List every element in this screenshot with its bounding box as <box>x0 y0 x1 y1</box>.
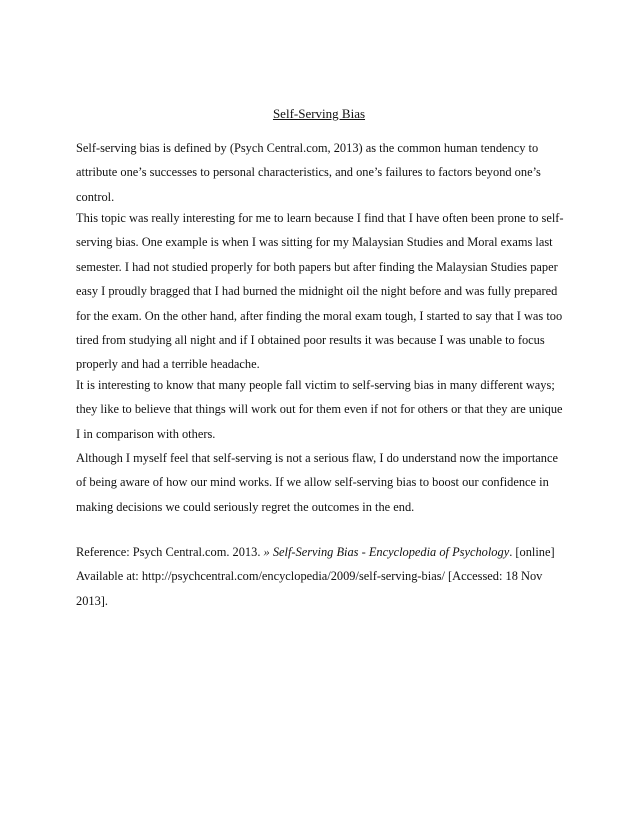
paragraph-conclusion: Although I myself feel that self-serving is not a serious flaw, I do understand now the importance of being aware of how our mind works. If we allow self-serving bias to boost our confidence in making decisions we could seriously regret the outcomes in the end. <box>76 451 558 514</box>
reference-prefix: Reference: Psych Central.com. 2013. <box>76 545 264 559</box>
reference-title: » Self-Serving Bias - Encyclopedia of Psychology <box>263 545 510 559</box>
document-title: Self-Serving Bias <box>272 106 366 121</box>
paragraph-personal-example: This topic was really interesting for me to learn because I find that I have often been prone to self-serving bias. One example is when I was sitting for my Malaysian Studies and Moral exams last semester. I had not studied properly for both papers but after finding the Malaysian Studies paper easy I proudly bragged that I had burned the midnight oil the night before and was fully prepared for the exam. On the other hand, after finding the moral exam tough, I started to say that I was too tired from studying all night and if I obtained poor results it was because I was unable to focus properly and had a terrible headache. <box>76 211 564 372</box>
paragraph-victims: It is interesting to know that many people fall victim to self-serving bias in many different ways; they like to believe that things will work out for them even if not for others or that they are unique I in comparison with others. <box>76 378 563 441</box>
reference <box>76 540 566 613</box>
paragraph-definition: Self-serving bias is defined by (Psych Central.com, 2013) as the common human tendency to attribute one’s successes to personal characteristics, and one’s failures to factors beyond one’s control. <box>76 141 541 204</box>
reference-suffix: . [online] Available at: http://psychcentral.com/encyclopedia/2009/self-serving-bias/ [Accessed: 18 Nov 2013]. <box>76 545 555 608</box>
